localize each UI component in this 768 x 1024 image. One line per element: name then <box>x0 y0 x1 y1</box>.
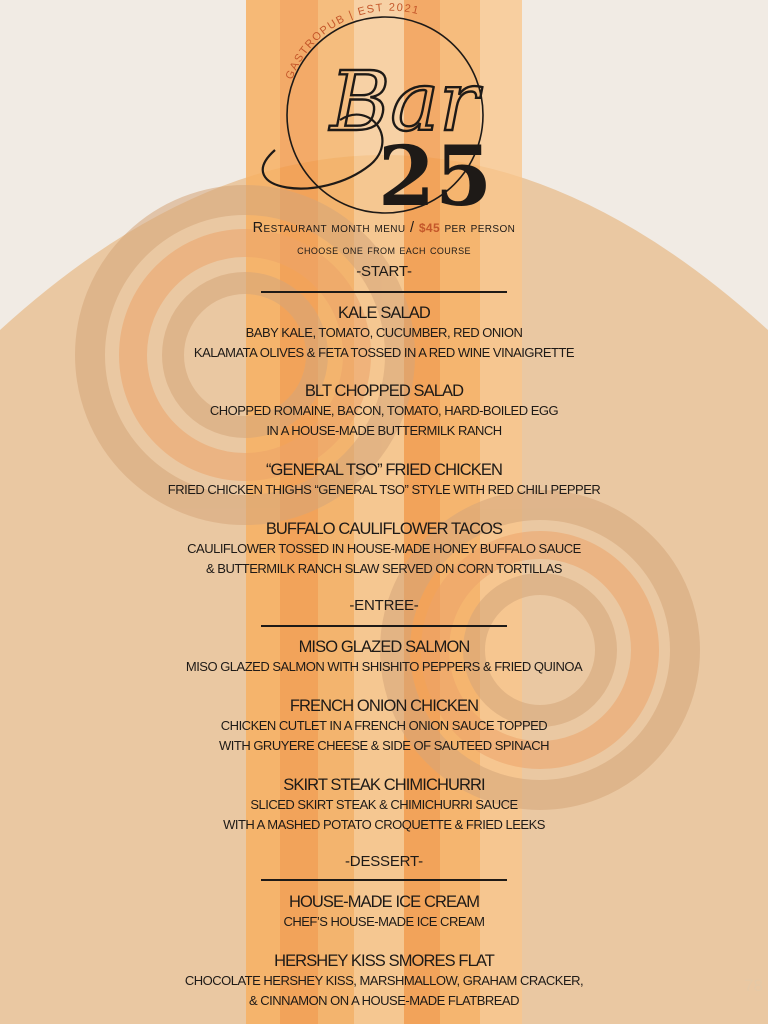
item-desc: CHEF’S HOUSE-MADE ICE CREAM <box>283 914 485 929</box>
menu-item <box>0 775 768 834</box>
section-title-dessert: -DESSERT- <box>345 853 423 870</box>
item-desc: & BUTTERMILK RANCH SLAW SERVED ON CORN TORTILLAS <box>206 560 562 576</box>
section-title-entree: -ENTREE- <box>349 597 419 614</box>
item-name: “GENERAL TSO” FRIED CHICKEN <box>265 461 503 479</box>
item-desc: IN A HOUSE-MADE BUTTERMILK RANCH <box>266 422 502 438</box>
item-name: SKIRT STEAK CHIMICHURRI <box>283 776 485 794</box>
logo-number: 25 <box>378 129 493 220</box>
price-badge: $45 <box>418 221 441 235</box>
logo-script-word: Bar <box>330 55 479 150</box>
section-divider <box>261 879 507 881</box>
item-name: HERSHEY KISS SMORES FLAT <box>274 952 494 970</box>
section-divider <box>261 625 507 627</box>
item-name: BUFFALO CAULIFLOWER TACOS <box>265 520 503 538</box>
menu-item <box>0 951 768 1010</box>
menu-item <box>0 892 768 932</box>
menu-item <box>0 637 768 677</box>
item-desc: WITH A MASHED POTATO CROQUETTE & FRIED LEEKS <box>223 816 545 832</box>
section-divider <box>261 291 507 293</box>
menu-item <box>0 303 768 362</box>
logo-arc-text: GASTROPUB | EST 2021 <box>283 1 421 82</box>
menu-item <box>0 696 768 755</box>
section-title-start: -START- <box>356 263 412 280</box>
page-number: 78 <box>744 976 763 995</box>
item-name: BLT CHOPPED SALAD <box>304 382 464 400</box>
item-desc: CAULIFLOWER TOSSED IN HOUSE-MADE HONEY BUFFALO SAUCE <box>187 541 581 556</box>
item-desc: SLICED SKIRT STEAK & CHIMICHURRI SAUCE <box>250 797 518 812</box>
bar25-logo <box>230 0 500 220</box>
item-desc: WITH GRUYERE CHEESE & SIDE OF SAUTEED SPINACH <box>219 737 549 753</box>
item-name: FRENCH ONION CHICKEN <box>289 697 479 715</box>
item-desc: KALAMATA OLIVES & FETA TOSSED IN A RED WINE VINAIGRETTE <box>193 344 575 360</box>
menu-subheader: choose one from each course <box>297 242 471 257</box>
menu-item <box>0 381 768 440</box>
item-desc: CHICKEN CUTLET IN A FRENCH ONION SAUCE TOPPED <box>220 718 548 733</box>
item-desc: MISO GLAZED SALMON WITH SHISHITO PEPPERS & FRIED QUINOA <box>185 659 583 674</box>
item-desc: CHOPPED ROMAINE, BACON, TOMATO, HARD-BOILED EGG <box>209 403 559 418</box>
item-name: KALE SALAD <box>338 304 430 322</box>
item-desc: FRIED CHICKEN THIGHS “GENERAL TSO” STYLE WITH RED CHILI PEPPER <box>167 482 601 497</box>
menu-header <box>0 220 768 236</box>
header-text-end: per person <box>440 220 516 236</box>
menu-item <box>0 519 768 578</box>
item-name: MISO GLAZED SALMON <box>298 638 470 656</box>
menu-item <box>0 460 768 500</box>
item-desc: BABY KALE, TOMATO, CUCUMBER, RED ONION <box>245 325 523 340</box>
item-desc: & CINNAMON ON A HOUSE-MADE FLATBREAD <box>249 992 519 1008</box>
item-name: HOUSE-MADE ICE CREAM <box>288 893 480 911</box>
header-text-start: Restaurant month menu / <box>252 220 419 236</box>
item-desc: CHOCOLATE HERSHEY KISS, MARSHMALLOW, GRAHAM CRACKER, <box>184 973 584 988</box>
